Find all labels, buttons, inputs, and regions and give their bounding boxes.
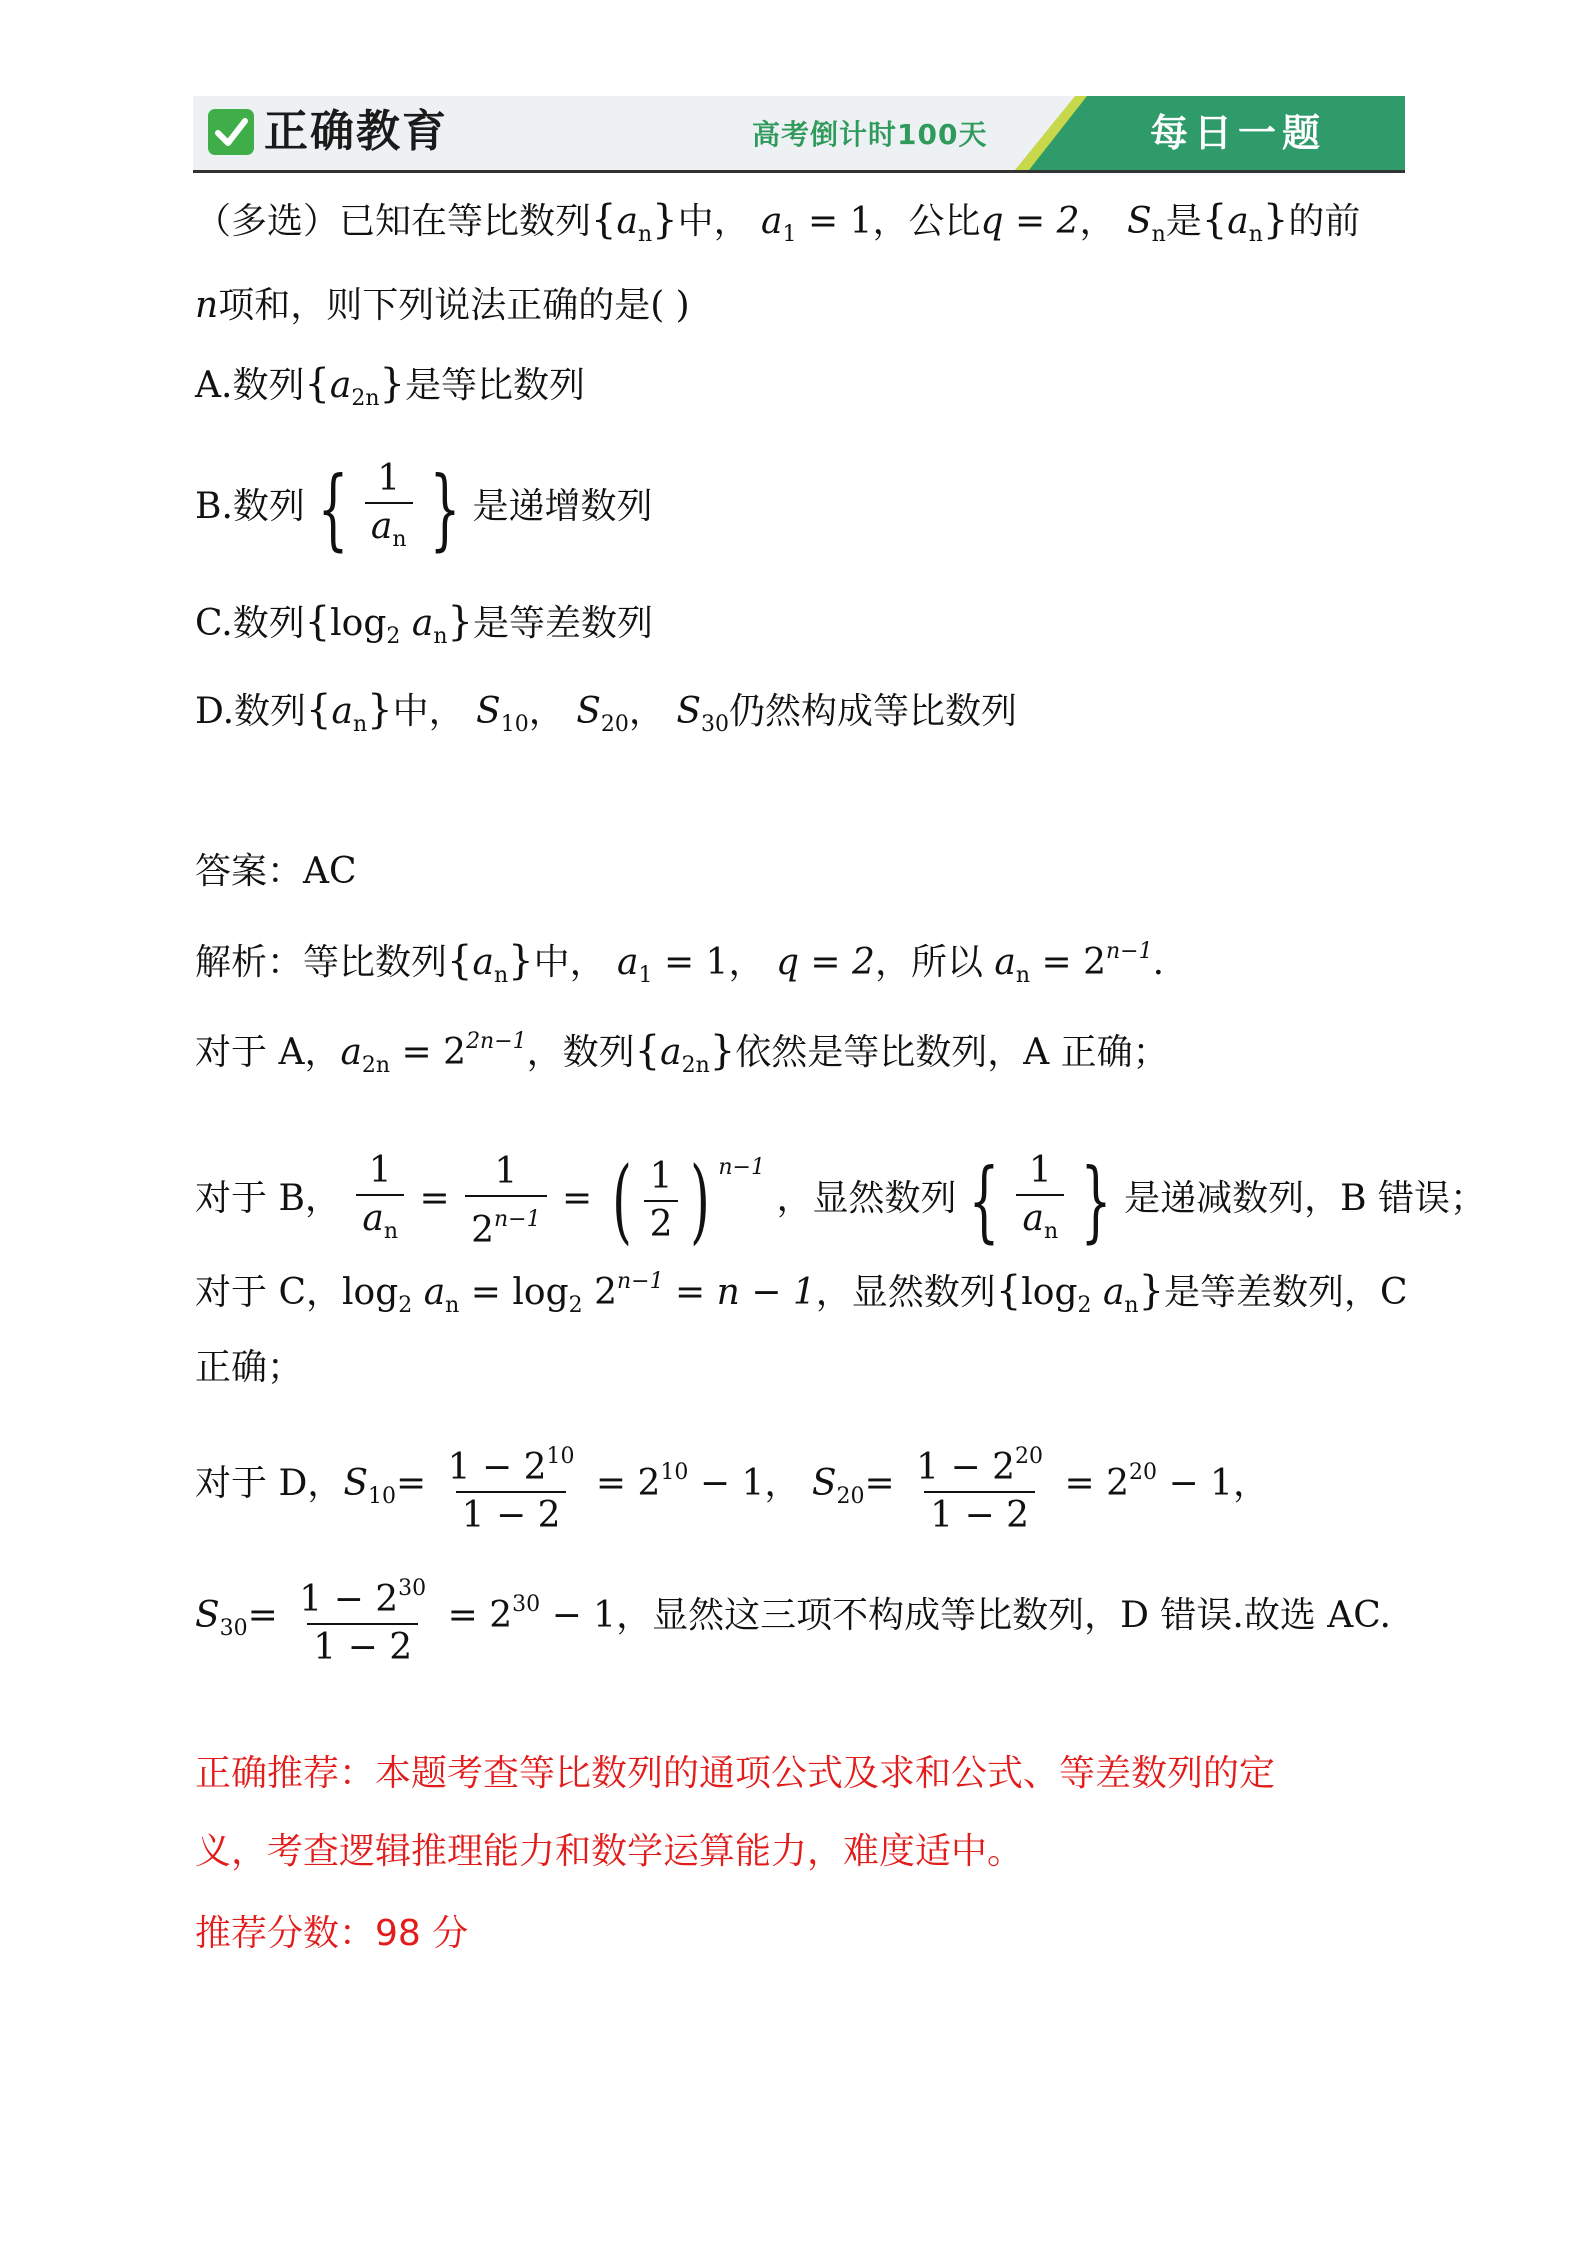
- recommend-line-1: 正确推荐：本题考查等比数列的通项公式及求和公式、等差数列的定: [195, 1753, 1276, 1794]
- analysis-d-cont: $S_{30}=$ $\frac{1 - 2^{30}}{1 - 2}$ = $2^{30} - 1$，显然这三项不构成等比数列，D 错误.故选 AC.: [195, 1550, 1391, 1660]
- recommend-line-2: 义，考查逻辑推理能力和数学运算能力，难度适中。: [195, 1831, 1024, 1872]
- checkmark-logo-icon: [208, 109, 254, 155]
- header-divider: [193, 170, 1405, 173]
- analysis-b: 对于 B， $\frac{1}{a_n}$ = $\frac{1}{2^{n-1}}$ = ( $\frac{1}{2}$ ) $^{n-1}$ ，显然数列 { $\frac{1}{a_n}$ } 是递减数列，B 错误；: [195, 1147, 1487, 1254]
- answer-label: 答案：AC: [195, 851, 357, 892]
- option-c: C.数列{$\log_2$ $a_n$}是等差数列: [195, 599, 653, 649]
- option-d: D.数列$\{a_n\}$中， $S_{10}$， $S_{20}$， $S_{30}$仍然构成等比数列: [195, 687, 1018, 737]
- analysis-d: 对于 D，$S_{10}=$ $\frac{1 - 2^{10}}{1 - 2}$ = $2^{10} - 1$， $S_{20}=$ $\frac{1 - 2^{20}}{1 - 2}$ = $2^{20} - 1$，: [195, 1418, 1269, 1528]
- analysis-a: 对于 A，$a_{2n} = 2^{2n-1}$，数列$\{a_{2n}\}$依然是等比数列，A 正确；: [195, 1028, 1169, 1078]
- daily-question-label: 每日一题: [1150, 111, 1327, 155]
- brand-name: 正确教育: [264, 106, 448, 157]
- analysis-c-cont: 正确；: [195, 1347, 304, 1388]
- question-stem-line-1: （多选）已知在等比数列$\{a_n\}$中， $a_1 = 1$，公比q = 2， $S_n$是$\{a_n\}$的前: [195, 197, 1361, 247]
- question-stem-line-2: n项和，则下列说法正确的是( ): [195, 285, 690, 326]
- analysis-c: 对于 C，$\log_2 a_n = \log_2 2^{n-1} = n - 1$，显然数列{$\log_2$ $a_n$}是等差数列，C: [195, 1268, 1408, 1318]
- analysis-line: 解析：等比数列$\{a_n\}$中， $a_1 = 1$， q = 2，所以 $a_n = 2^{n-1}$.: [195, 938, 1165, 988]
- option-a: A.数列$\{a_{2n}\}$是等比数列: [195, 361, 586, 411]
- recommend-score: 推荐分数：98 分: [195, 1913, 469, 1954]
- countdown-text: 高考倒计时100天: [752, 118, 988, 151]
- option-b: B.数列 { $\frac{1}{a_n}$ } 是递增数列: [195, 452, 653, 562]
